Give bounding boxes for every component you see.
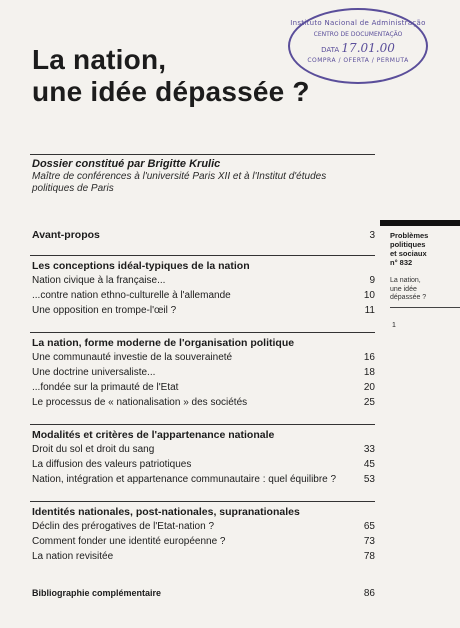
toc-label: La nation revisitée (32, 551, 114, 562)
toc-page: 78 (363, 551, 375, 562)
toc-entry[interactable] (30, 303, 375, 318)
toc-label: La diffusion des valeurs patriotiques (32, 459, 192, 470)
series-line: politiques (390, 240, 426, 249)
stamp-date-label: DATA (321, 46, 340, 54)
sub-line: une idée (390, 285, 417, 293)
toc-label: Nation civique à la française... (32, 275, 166, 286)
toc-label: Comment fonder une identité européenne ? (32, 536, 226, 547)
toc-label: Déclin des prérogatives de l'Etat-nation ? (32, 521, 215, 532)
sidebar-bar (380, 220, 460, 226)
toc-label: Avant-propos (32, 229, 100, 241)
toc-section-1 (30, 255, 375, 318)
sidebar-issue-title (390, 277, 460, 303)
toc-entry[interactable] (30, 442, 375, 457)
toc-page: 3 (369, 230, 375, 241)
toc-label: ...fondée sur la primauté de l'Etat (32, 382, 179, 393)
toc-page: 73 (363, 536, 375, 547)
toc-entry-avant-propos[interactable] (30, 228, 375, 243)
toc-entry[interactable] (30, 380, 375, 395)
toc-section-2 (30, 332, 375, 410)
toc-section-heading: Les conceptions idéal-typiques de la nation (32, 260, 250, 272)
toc-entry[interactable] (30, 288, 375, 303)
stamp-center: CENTRO DE DOCUMENTAÇÃO (313, 31, 403, 38)
toc-section-heading: Modalités et critères de l'appartenance nationale (32, 429, 275, 441)
divider (30, 154, 375, 155)
table-of-contents (30, 228, 375, 601)
toc-page: 20 (363, 382, 375, 393)
series-line: et sociaux (390, 249, 427, 258)
author-role: Maître de conférences à l'université Paris XII et à l'Institut d'études politiques de Paris (32, 171, 327, 194)
toc-page: 53 (363, 474, 375, 485)
toc-page: 45 (363, 459, 375, 470)
toc-section-4 (30, 501, 375, 564)
stamp-date-value: 17.01.00 (341, 41, 395, 55)
title-line-2: une idée dépassée ? (32, 76, 310, 107)
toc-entry[interactable] (30, 395, 375, 410)
stamp-institution: Instituto Nacional de Administração (290, 19, 426, 27)
series-title (390, 231, 460, 267)
toc-label: Une opposition en trompe-l'œil ? (32, 305, 177, 316)
toc-label: Nation, intégration et appartenance communautaire : quel équilibre ? (32, 474, 337, 485)
toc-page: 9 (369, 275, 375, 286)
toc-label: ...contre nation ethno-culturelle à l'allemande (32, 290, 231, 301)
toc-label: Une communauté investie de la souveraineté (32, 352, 233, 363)
toc-entry[interactable] (30, 457, 375, 472)
toc-entry[interactable] (30, 549, 375, 564)
sub-line: La nation, (390, 277, 421, 284)
toc-section-3 (30, 424, 375, 487)
toc-entry[interactable] (30, 350, 375, 365)
toc-page: 86 (363, 588, 375, 599)
toc-label: Droit du sol et droit du sang (32, 444, 155, 455)
toc-section-heading: Identités nationales, post-nationales, supranationales (32, 506, 300, 518)
author-block (32, 158, 362, 195)
sidebar-rule (390, 307, 460, 308)
toc-page: 33 (363, 444, 375, 455)
toc-page: 18 (363, 367, 375, 378)
page-marker: 1 (392, 321, 396, 329)
toc-label: Bibliographie complémentaire (32, 588, 162, 598)
toc-entry[interactable] (30, 273, 375, 288)
toc-page: 11 (364, 305, 375, 316)
author-name: Dossier constitué par Brigitte Krulic (32, 158, 221, 170)
series-sidebar (380, 220, 460, 329)
series-line: n° 832 (390, 258, 413, 267)
series-line: Problèmes (390, 231, 429, 240)
toc-entry[interactable] (30, 519, 375, 534)
stamp-bottom: COMPRA / OFERTA / PERMUTA (307, 57, 409, 64)
toc-entry[interactable] (30, 365, 375, 380)
toc-page: 65 (363, 521, 375, 532)
toc-entry-bibliography[interactable] (30, 586, 375, 601)
toc-label: Une doctrine universaliste... (32, 367, 156, 378)
toc-section-heading: La nation, forme moderne de l'organisation politique (32, 337, 295, 349)
toc-page: 25 (363, 397, 375, 408)
toc-entry[interactable] (30, 472, 375, 487)
library-stamp (288, 8, 428, 84)
toc-page: 16 (363, 352, 375, 363)
toc-page: 10 (363, 290, 375, 301)
toc-label: Le processus de « nationalisation » des sociétés (32, 397, 248, 408)
stamp-date (290, 41, 426, 55)
toc-entry[interactable] (30, 534, 375, 549)
sub-line: dépassée ? (390, 294, 427, 301)
title-line-1: La nation, (32, 44, 167, 75)
